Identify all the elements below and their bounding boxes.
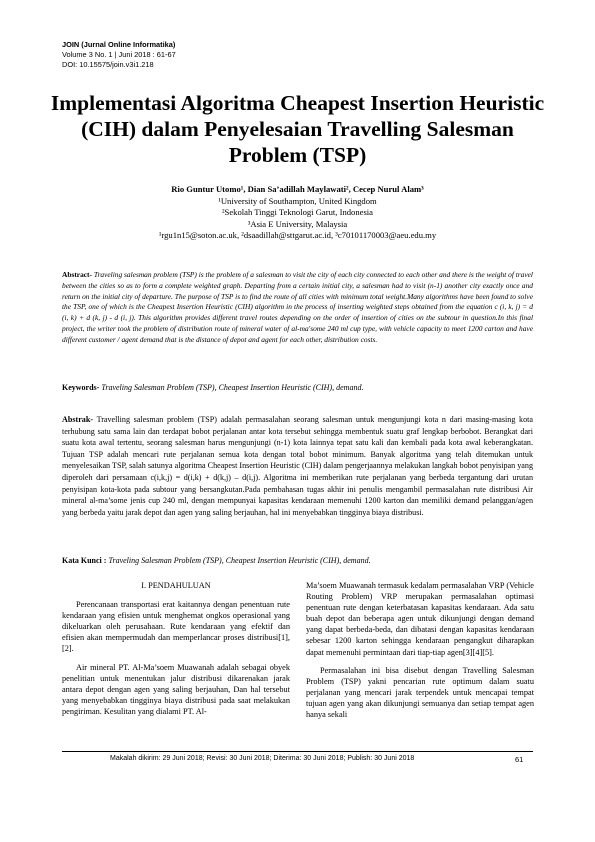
- journal-doi: DOI: 10.15575/join.v3i1.218: [62, 60, 154, 69]
- paragraph: Air mineral PT. Al-Ma’soem Muawanah adalah sebagai obyek penelitian untuk menentukan jalur distribusi dikarenakan jarak antara depot dengan agen yang saling berjauhan, Dan hal tersebut yang menyebabkan tingginya biaya distribusi pada saat melakukan pengiriman. Kesulitan yang dialami PT. Al-: [62, 662, 290, 716]
- body-column-right: [306, 580, 534, 720]
- kata-kunci-label: Kata Kunci :: [62, 556, 107, 565]
- author-emails: ¹rgu1n15@soton.ac.uk, ²dsaadillah@sttgarut.ac.id, ³c70101170003@aeu.edu.my: [158, 230, 437, 240]
- affiliation-2: ²Sekolah Tinggi Teknologi Garut, Indonesia: [221, 207, 373, 217]
- abstract-text: Traveling salesman problem (TSP) is the problem of a salesman to visit the city of each city connected to each other and there is the weight of travel between the cities so as to form a complete weighted graph. Departing from a certain initial city, a salesman had to visit (n-1) another city exactly once and return on the initial city of departure. The purpose of TSP is to find the route of all cities with minimum total weight.Many algorithms have been found to solve the TSP, one of which is the Cheapest Insertion Heuristic (CIH) algorithm in the process of inserting weighted steps obtained from the equation c (i, k, j) = d (i, k) + d (k, j) - d (i, j). This algorithm provides different travel routes depending on the order of insertion of cities on the subtour in question.In this final project, the writer took the problem of distribution route of mineral water of al-ma'some 240 ml cup type, with vehicle capacity to meet 1200 carton and have different customer / agent demand that is the distance of depot and agent for each other, distribution costs.: [62, 270, 533, 344]
- paragraph: Ma’soem Muawanah termasuk kedalam permasalahan VRP (Vehicle Routing Problem) VRP merupakan permasalahan optimasi penentuan rute dengan keterbatasan kapasitas kendaraan. Ada satu buah depot dan beberapa agen untuk dikunjungi dengan demand yang dapat berbeda-beda, dan dibatasi dengan kapasitas kendaraan sebesar 1200 karton sehingga kendaraan pengangkut diharapkan dapat memenuhi permintaan dari tiap-tiap agen[3][4][5].: [306, 581, 534, 657]
- author-names: Rio Guntur Utomo¹, Dian Sa’adillah Maylawati², Cecep Nurul Alam³: [171, 184, 424, 194]
- abstract-english: [62, 270, 533, 346]
- paragraph: Perencanaan transportasi erat kaitannya dengan penentuan rute kendaraan yang efisien untuk menghemat ongkos operasional yang dikeluarkan oleh perusahaan. Rute kendaraan yang efektif dan efisien akan mempermudah dan memperlancar proses distribusi[1], [2].: [62, 600, 290, 654]
- body-column-left: [62, 580, 290, 717]
- journal-volume: Volume 3 No. 1 | Juni 2018 : 61-67: [62, 50, 176, 59]
- author-block: [40, 184, 555, 242]
- journal-name: JOIN (Jurnal Online Informatika): [62, 40, 176, 49]
- paper-title: Implementasi Algoritma Cheapest Insertion Heuristic (CIH) dalam Penyelesaian Travelling Salesman Problem (TSP): [50, 91, 545, 167]
- abstract-indonesian: [62, 414, 533, 518]
- paragraph: Permasalahan ini bisa disebut dengan Travelling Salesman Problem (TSP) yakni pencarian rute optimum dalam suatu perjalanan yang mencari jarak terpendek untuk mencapai tempat tujuan agen yang akan dikunjungi semuanya dan setiap tempat agen hanya sekali: [306, 665, 534, 720]
- page-number: 61: [515, 755, 524, 764]
- keywords-text: Traveling Salesman Problem (TSP), Cheapest Insertion Heuristic (CIH), demand.: [101, 383, 364, 392]
- footer-divider: [62, 751, 533, 752]
- abstrak-label: Abstrak-: [62, 415, 94, 424]
- kata-kunci-text: Traveling Salesman Problem (TSP), Cheapest Insertion Heuristic (CIH), demand.: [108, 556, 371, 565]
- affiliation-1: ¹University of Southampton, United Kingdom: [218, 195, 377, 206]
- abstrak-text: Travelling salesman problem (TSP) adalah permasalahan seorang salesman untuk mengunjungi kota n dari masing-masing kota terhubung satu sama lain dan terdapat bobot perjalanan antar kota tersebut sehingga membentuk suatu graf lengkap berbobot. Berangkat dari suatu kota awal tertentu, seorang salesman harus mengunjungi (n-1) kota lainnya tepat satu kali dan kembali pada kota awal keberangkatan. Tujuan TSP adalah mencari rute perjalanan semua kota dengan total bobot minimum. Banyak algoritma yang telah ditemukan untuk menyelesaikan TSP, salah satunya algoritma Cheapest Insertion Heuristic (CIH) dalam pengerjaannya melakukan langkah bobot penyisipan yang diperoleh dari persamaan c(i,k,j) = d(i,k) + d(k,j) – d(i,j). Algoritma ini memberikan rute perjalanan yang berbeda tergantung dari urutan penyisipan kota-kota pada subtour yang bersangkutan.Pada pembahasan tugas akhir ini penulis mengambil permasalahan rute distribusi Air mineral al-ma’some jenis cup 240 ml, dengan mempunyai kapasitas kendaraan memenuhi 1200 karton dan memiliki demand pelanggan/agen yang berbeda yaitu jarak depot dan agen yang saling berjauhan, hal ini menyebabkan tingginya biaya distribusi.: [62, 415, 533, 517]
- journal-header: [62, 40, 176, 70]
- abstract-label: Abstract-: [62, 270, 92, 279]
- affiliation-3: ³Asia E University, Malaysia: [247, 218, 348, 229]
- keywords-label: Keywords-: [62, 383, 100, 392]
- section-title: I. PENDAHULUAN: [141, 581, 211, 590]
- submission-dates: Makalah dikirim: 29 Juni 2018; Revisi: 30 Juni 2018; Diterima: 30 Juni 2018; Publish: 30 Juni 2018: [110, 755, 415, 762]
- keywords-indonesian: [62, 555, 533, 566]
- keywords-english: [62, 382, 533, 393]
